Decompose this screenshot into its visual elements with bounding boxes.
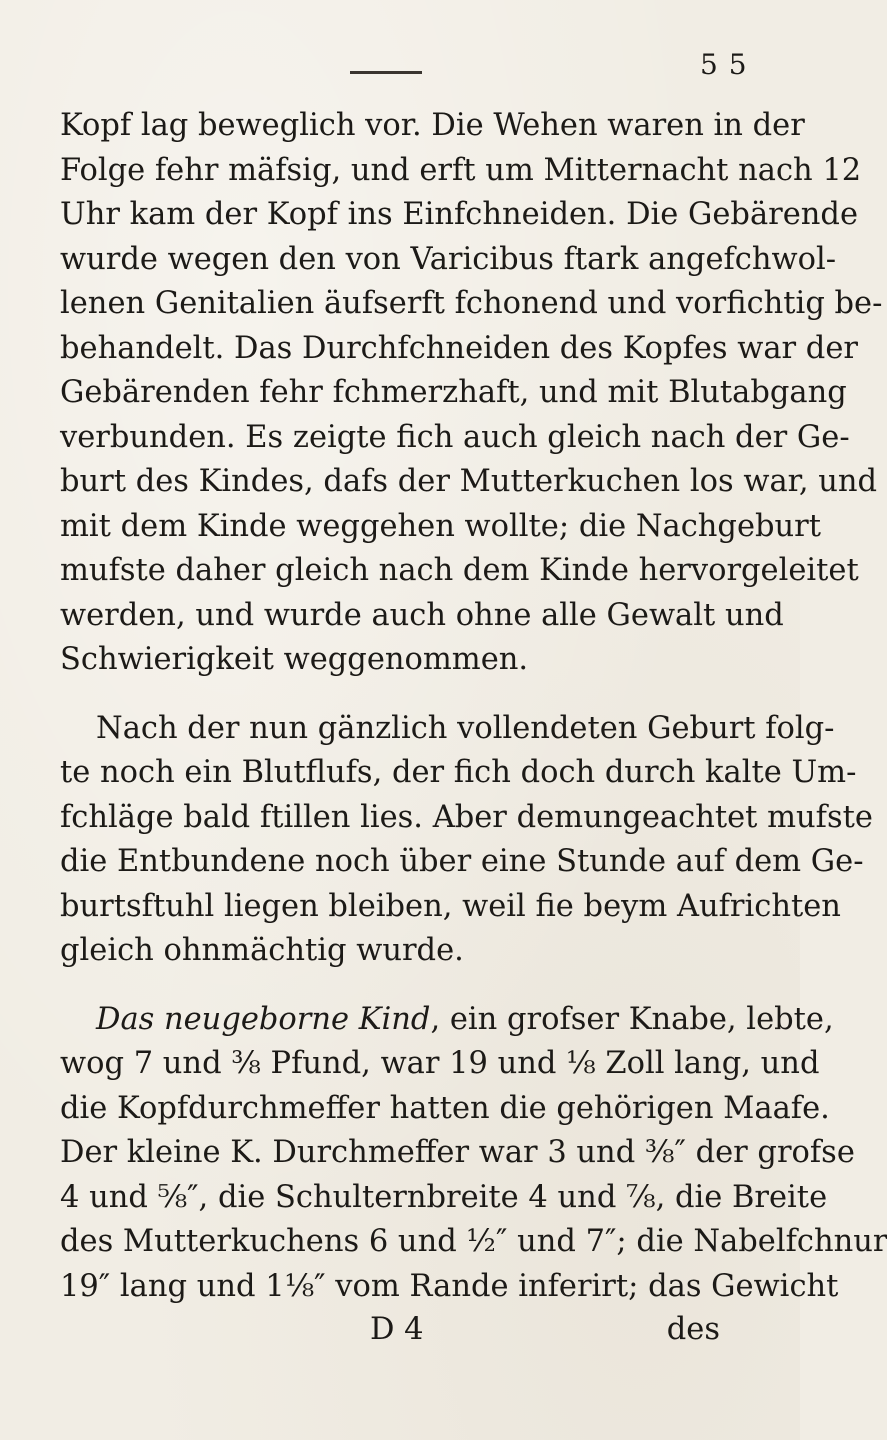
- paragraph-1: [60, 104, 883, 683]
- text-line: 19″ lang und 1⅛″ vom Rande inferirt; das Gewicht: [60, 1268, 839, 1304]
- paragraph-3: [60, 998, 887, 1310]
- page-footer: [60, 1308, 740, 1353]
- text-line: wurde wegen den von Varicibus ftark angefchwol-: [60, 241, 837, 277]
- italic-lead: Das neugeborne Kind: [96, 1001, 431, 1037]
- text-line: burtsftuhl liegen bleiben, weil fie beym Aufrichten: [60, 888, 841, 924]
- text-line: die Entbundene noch über eine Stunde auf dem Ge-: [60, 844, 864, 879]
- text-line: behandelt. Das Durchfchneiden des Kopfes war der: [60, 330, 858, 366]
- text-line: Folge fehr mäfsig, und erft um Mitternacht nach 12: [60, 152, 862, 188]
- text-line: Nach der nun gänzlich vollendeten Geburt folg-: [96, 710, 835, 746]
- text-line: Der kleine K. Durchmeffer war 3 und ⅜″ der grofse: [60, 1135, 855, 1170]
- text-line: te noch ein Blutflufs, der fich doch durch kalte Um-: [60, 755, 857, 790]
- text-line: mufste daher gleich nach dem Kinde hervorgeleitet: [60, 553, 859, 588]
- text-line: wog 7 und ⅜ Pfund, war 19 und ⅛ Zoll lang, und: [60, 1046, 820, 1081]
- body-text: [60, 104, 887, 1309]
- catchword: des: [666, 1312, 720, 1347]
- text-line: fchläge bald ftillen lies. Aber demungeachtet mufste: [60, 799, 873, 835]
- text-line: Kopf lag beweglich vor. Die Wehen waren in der: [60, 108, 805, 143]
- paragraph-gap: [60, 683, 740, 707]
- text-line: gleich ohnmächtig wurde.: [60, 933, 464, 968]
- text-line: 4 und ⅝″, die Schulternbreite 4 und ⅞, die Breite: [60, 1179, 828, 1215]
- text-line: lenen Genitalien äufserft fchonend und vorfichtig be-: [60, 286, 883, 321]
- paragraph-gap: [60, 974, 740, 998]
- paragraph-2: [60, 707, 873, 974]
- text-line: Uhr kam der Kopf ins Einfchneiden. Die Gebärende: [60, 197, 858, 232]
- page-number: 5 5: [700, 48, 748, 81]
- signature-mark: D 4: [370, 1312, 424, 1347]
- text-line: [60, 998, 834, 1043]
- text-line: mit dem Kinde weggehen wollte; die Nachgeburt: [60, 508, 822, 544]
- text-line: die Kopfdurchmeffer hatten die gehörigen Maafe.: [60, 1090, 830, 1126]
- text-line: verbunden. Es zeigte fich auch gleich nach der Ge-: [60, 419, 850, 455]
- line-rest: , ein grofser Knabe, lebte,: [430, 1001, 834, 1037]
- text-line: burt des Kindes, dafs der Mutterkuchen los war, und: [60, 464, 878, 499]
- text-line: des Mutterkuchens 6 und ½″ und 7″; die Nabelfchnur: [60, 1224, 887, 1259]
- text-line: Schwierigkeit weggenommen.: [60, 642, 529, 677]
- text-line: Gebärenden fehr fchmerzhaft, und mit Blutabgang: [60, 375, 847, 410]
- header-rule: [350, 71, 422, 74]
- text-line: werden, und wurde auch ohne alle Gewalt und: [60, 597, 784, 633]
